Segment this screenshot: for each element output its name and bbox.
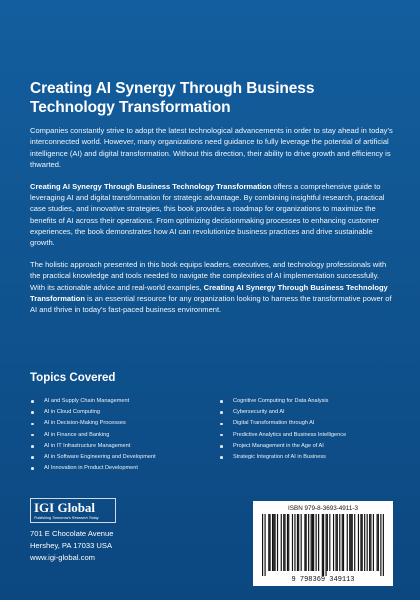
publisher-website: www.igi-global.com: [30, 553, 95, 563]
topic-label: Cybersecurity and AI: [233, 409, 285, 416]
bullet-icon: [31, 434, 34, 437]
topic-label: Strategic Integration of AI in Business: [233, 453, 326, 460]
isbn-barcode-box: [253, 501, 393, 586]
bullet-icon: [220, 400, 223, 403]
topic-item: [30, 463, 220, 474]
address-line-2: Hershey, PA 17033 USA: [30, 541, 113, 551]
paragraph-2-text: offers a comprehensive guide to leveraging AI and digital transformation for strategic advantage. By combining insightful research, practical case studies, and innovative strategies, this book provides a roadmap for organizations to maximize the benefits of AI across their operations. From optimizing decisionmaking processes to enhancing customer experiences, the book demonstrates how AI can revolutionize business practices and drive sustainable growth.: [30, 181, 385, 248]
book-title-bold: Creating AI Synergy Through Business Technology Transformation: [30, 181, 272, 191]
topic-item: [219, 452, 409, 463]
description-paragraph-3: [30, 259, 395, 315]
bullet-icon: [31, 456, 34, 459]
bullet-icon: [31, 411, 34, 414]
bullet-icon: [220, 434, 223, 437]
topic-label: AI in Finance and Banking: [44, 431, 110, 438]
publisher-address: [30, 528, 113, 565]
topic-item: [30, 407, 220, 418]
topic-label: Cognitive Computing for Data Analysis: [233, 398, 329, 404]
logo-tagline: Publishing Tomorrow’s Research Today: [34, 516, 99, 520]
igi-global-logo: [30, 498, 116, 523]
bullet-icon: [220, 456, 223, 459]
title-line-1: Creating AI Synergy Through Business: [30, 80, 315, 97]
topic-item: [30, 452, 220, 463]
topic-item: [30, 418, 220, 429]
topic-item: [219, 430, 409, 441]
barcode-digits: 9 798369 349113: [291, 576, 355, 584]
isbn-number: ISBN 979-8-3693-4911-3: [288, 505, 358, 512]
book-title: [30, 79, 400, 117]
description-paragraph-2: [30, 181, 395, 249]
address-line-1: 701 E Chocolate Avenue: [30, 529, 114, 538]
bullet-icon: [31, 445, 34, 448]
topic-item: [30, 430, 220, 441]
bullet-icon: [31, 467, 34, 470]
topics-list-right: [219, 396, 409, 463]
topic-label: AI in Decision-Making Processes: [44, 420, 126, 427]
topic-label: AI in IT Infrastructure Management: [44, 442, 131, 449]
bullet-icon: [220, 411, 223, 414]
topic-label: AI Innovation in Product Development: [44, 465, 138, 472]
bullet-icon: [31, 400, 34, 403]
topic-item: [219, 441, 409, 452]
topic-item: [219, 418, 409, 429]
topic-label: AI and Supply Chain Management: [44, 398, 130, 404]
topic-label: Predictive Analytics and Business Intelligence: [233, 431, 347, 438]
topics-heading: Topics Covered: [30, 372, 116, 384]
paragraph-3-text-start: The holistic approach presented in this book equips leaders, executives, and technology professionals with the practical knowledge and tools needed to navigate the complexities of AI implementation successfully. With its actionable advice and real-world examples,: [30, 259, 387, 292]
barcode-icon: [262, 514, 384, 584]
book-title-bold: Creating AI Synergy Through Business Technology Transformation: [30, 282, 388, 303]
paragraph-3-text-end: is an essential resource for any organization looking to harness the transformative power of AI and thrive in today’s fast-paced business environment.: [30, 293, 392, 315]
title-line-2: Technology Transformation: [30, 99, 231, 116]
description-paragraph-1: Companies constantly strive to adopt the latest technological advancements in order to stay ahead in today’s interconnected world. However, many organizations need guidance to fully leverage the potential of artificial intelligence (AI) and digital transformation. Without this direction, their ability to drive growth and efficiency is thwarted.: [30, 126, 393, 169]
bullet-icon: [31, 423, 34, 426]
logo-name: IGI Global: [34, 500, 96, 515]
bullet-icon: [220, 445, 223, 448]
topic-item: [30, 441, 220, 452]
topic-label: Project Management in the Age of AI: [233, 442, 324, 449]
topic-label: AI in Cloud Computing: [44, 409, 100, 416]
topic-item: [219, 396, 409, 407]
topic-label: AI in Software Engineering and Development: [44, 453, 156, 460]
topic-item: [30, 396, 220, 407]
topic-label: Digital Transformation through AI: [233, 420, 315, 427]
topic-item: [219, 407, 409, 418]
bullet-icon: [220, 423, 223, 426]
description: [30, 125, 395, 326]
topics-list-left: [30, 396, 220, 474]
